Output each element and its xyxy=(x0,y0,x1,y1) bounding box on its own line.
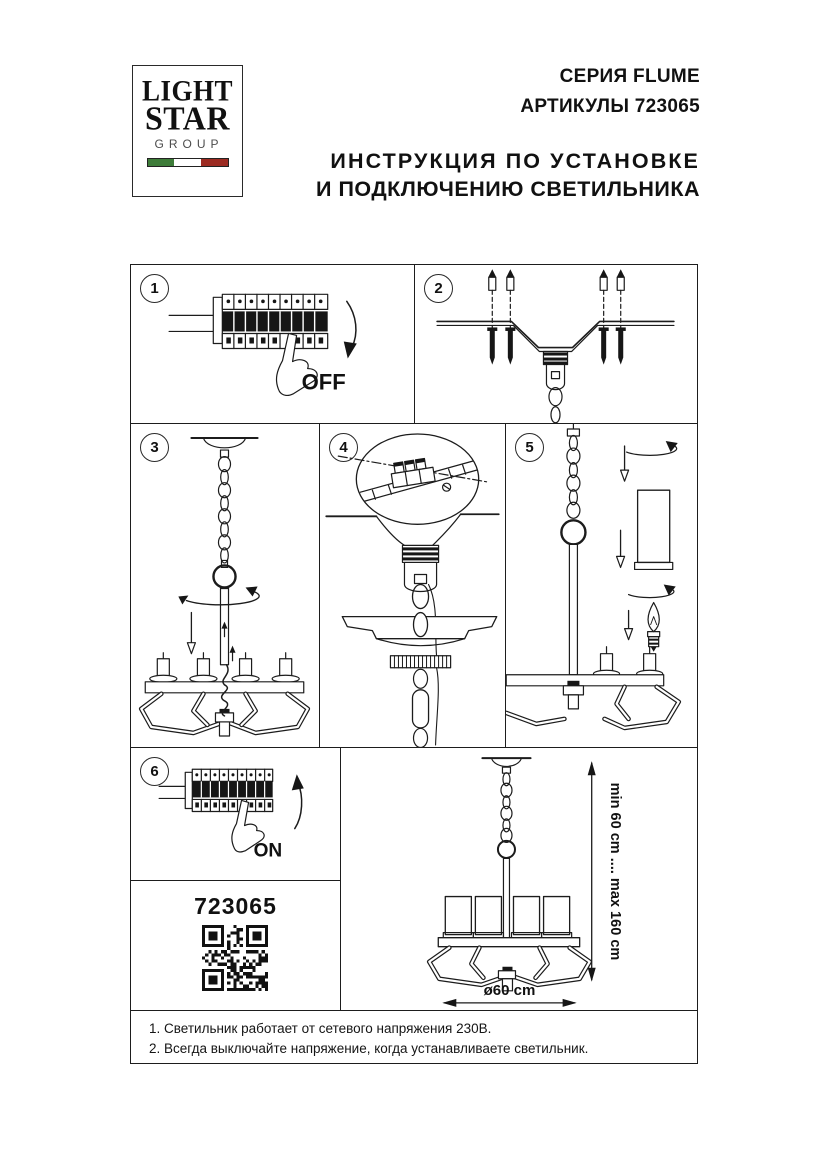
italian-flag-icon xyxy=(147,158,229,167)
off-label: OFF xyxy=(301,369,346,395)
article-title: АРТИКУЛЫ 723065 xyxy=(520,96,700,117)
anchor-screws-icon xyxy=(487,269,625,364)
rotation-arrow-icon xyxy=(178,587,259,605)
wiring-closeup-illustration xyxy=(320,424,505,748)
step-6-panel xyxy=(130,747,341,881)
step-number-badge: 1 xyxy=(140,274,169,303)
chain-icon xyxy=(218,457,230,563)
step-2-panel xyxy=(414,264,698,425)
candle-bulb-icon xyxy=(648,603,660,652)
dimensions-panel xyxy=(340,747,698,1011)
circuit-breaker-icon xyxy=(169,294,328,348)
lightstar-logo xyxy=(132,65,243,197)
logo-group: GROUP xyxy=(154,137,224,151)
breaker-off-illustration xyxy=(131,265,415,424)
turn-off-arrow-icon xyxy=(344,301,357,358)
flag-red xyxy=(201,159,228,166)
terminal-block-icon xyxy=(360,457,476,501)
logo-light: LIGHT xyxy=(141,74,234,108)
breaker-on-illustration xyxy=(131,748,340,880)
shade-bulb-assembly-illustration xyxy=(506,424,697,748)
chandelier-hanging-illustration xyxy=(131,424,319,748)
step-number-badge: 3 xyxy=(140,433,169,462)
circuit-breaker-icon xyxy=(159,769,273,811)
chain-icon xyxy=(567,424,580,518)
logo-star: STAR xyxy=(145,99,230,137)
header-text xyxy=(316,62,700,203)
note-line-1: 1. Светильник работает от сетевого напряжения 230В. xyxy=(149,1021,492,1036)
mounting-bracket-illustration xyxy=(415,265,697,424)
on-label: ON xyxy=(253,840,283,862)
instruction-title-line2: И ПОДКЛЮЧЕНИЮ СВЕТИЛЬНИКА xyxy=(316,177,700,201)
note-line-2: 2. Всегда выключайте напряжение, когда устанавливаете светильник. xyxy=(149,1041,589,1056)
step-3-panel xyxy=(130,423,320,749)
chain-icon xyxy=(501,773,512,843)
step-number-badge: 6 xyxy=(140,757,169,786)
height-range-label: min 60 cm .... max 160 cm xyxy=(606,782,623,961)
flag-white xyxy=(174,159,201,166)
flag-green xyxy=(148,159,175,166)
step-number-badge: 5 xyxy=(515,433,544,462)
down-arrow-icon xyxy=(617,530,625,567)
dimension-drawing xyxy=(341,748,697,1010)
diameter-label: ø60 cm xyxy=(483,981,536,999)
step-5-panel xyxy=(505,423,698,749)
step-number-badge: 4 xyxy=(329,433,358,462)
ceiling-bracket-icon xyxy=(437,321,674,422)
shade-icon xyxy=(635,490,673,569)
down-arrow-icon xyxy=(625,611,633,640)
step-4-panel xyxy=(319,423,506,749)
chandelier-frame xyxy=(506,647,679,728)
step-1-panel xyxy=(130,264,416,425)
series-title: СЕРИЯ FLUME xyxy=(559,66,700,87)
article-number: 723065 xyxy=(194,893,277,919)
down-arrow-icon xyxy=(187,613,195,654)
qr-code-icon xyxy=(202,925,268,991)
step-number-badge: 2 xyxy=(424,274,453,303)
down-arrow-icon xyxy=(621,446,629,481)
rotation-arrow-icon xyxy=(627,441,678,455)
knurled-nut-icon xyxy=(390,656,450,668)
notes-panel xyxy=(130,1010,698,1064)
diameter-dimension-arrow-icon xyxy=(442,999,576,1007)
turn-on-arrow-icon xyxy=(292,774,304,828)
article-qr-panel xyxy=(130,880,341,1011)
rotation-arrow-icon xyxy=(629,584,676,597)
instruction-title-line1: ИНСТРУКЦИЯ ПО УСТАНОВКЕ xyxy=(330,149,700,173)
height-dimension-arrow-icon xyxy=(588,761,596,982)
